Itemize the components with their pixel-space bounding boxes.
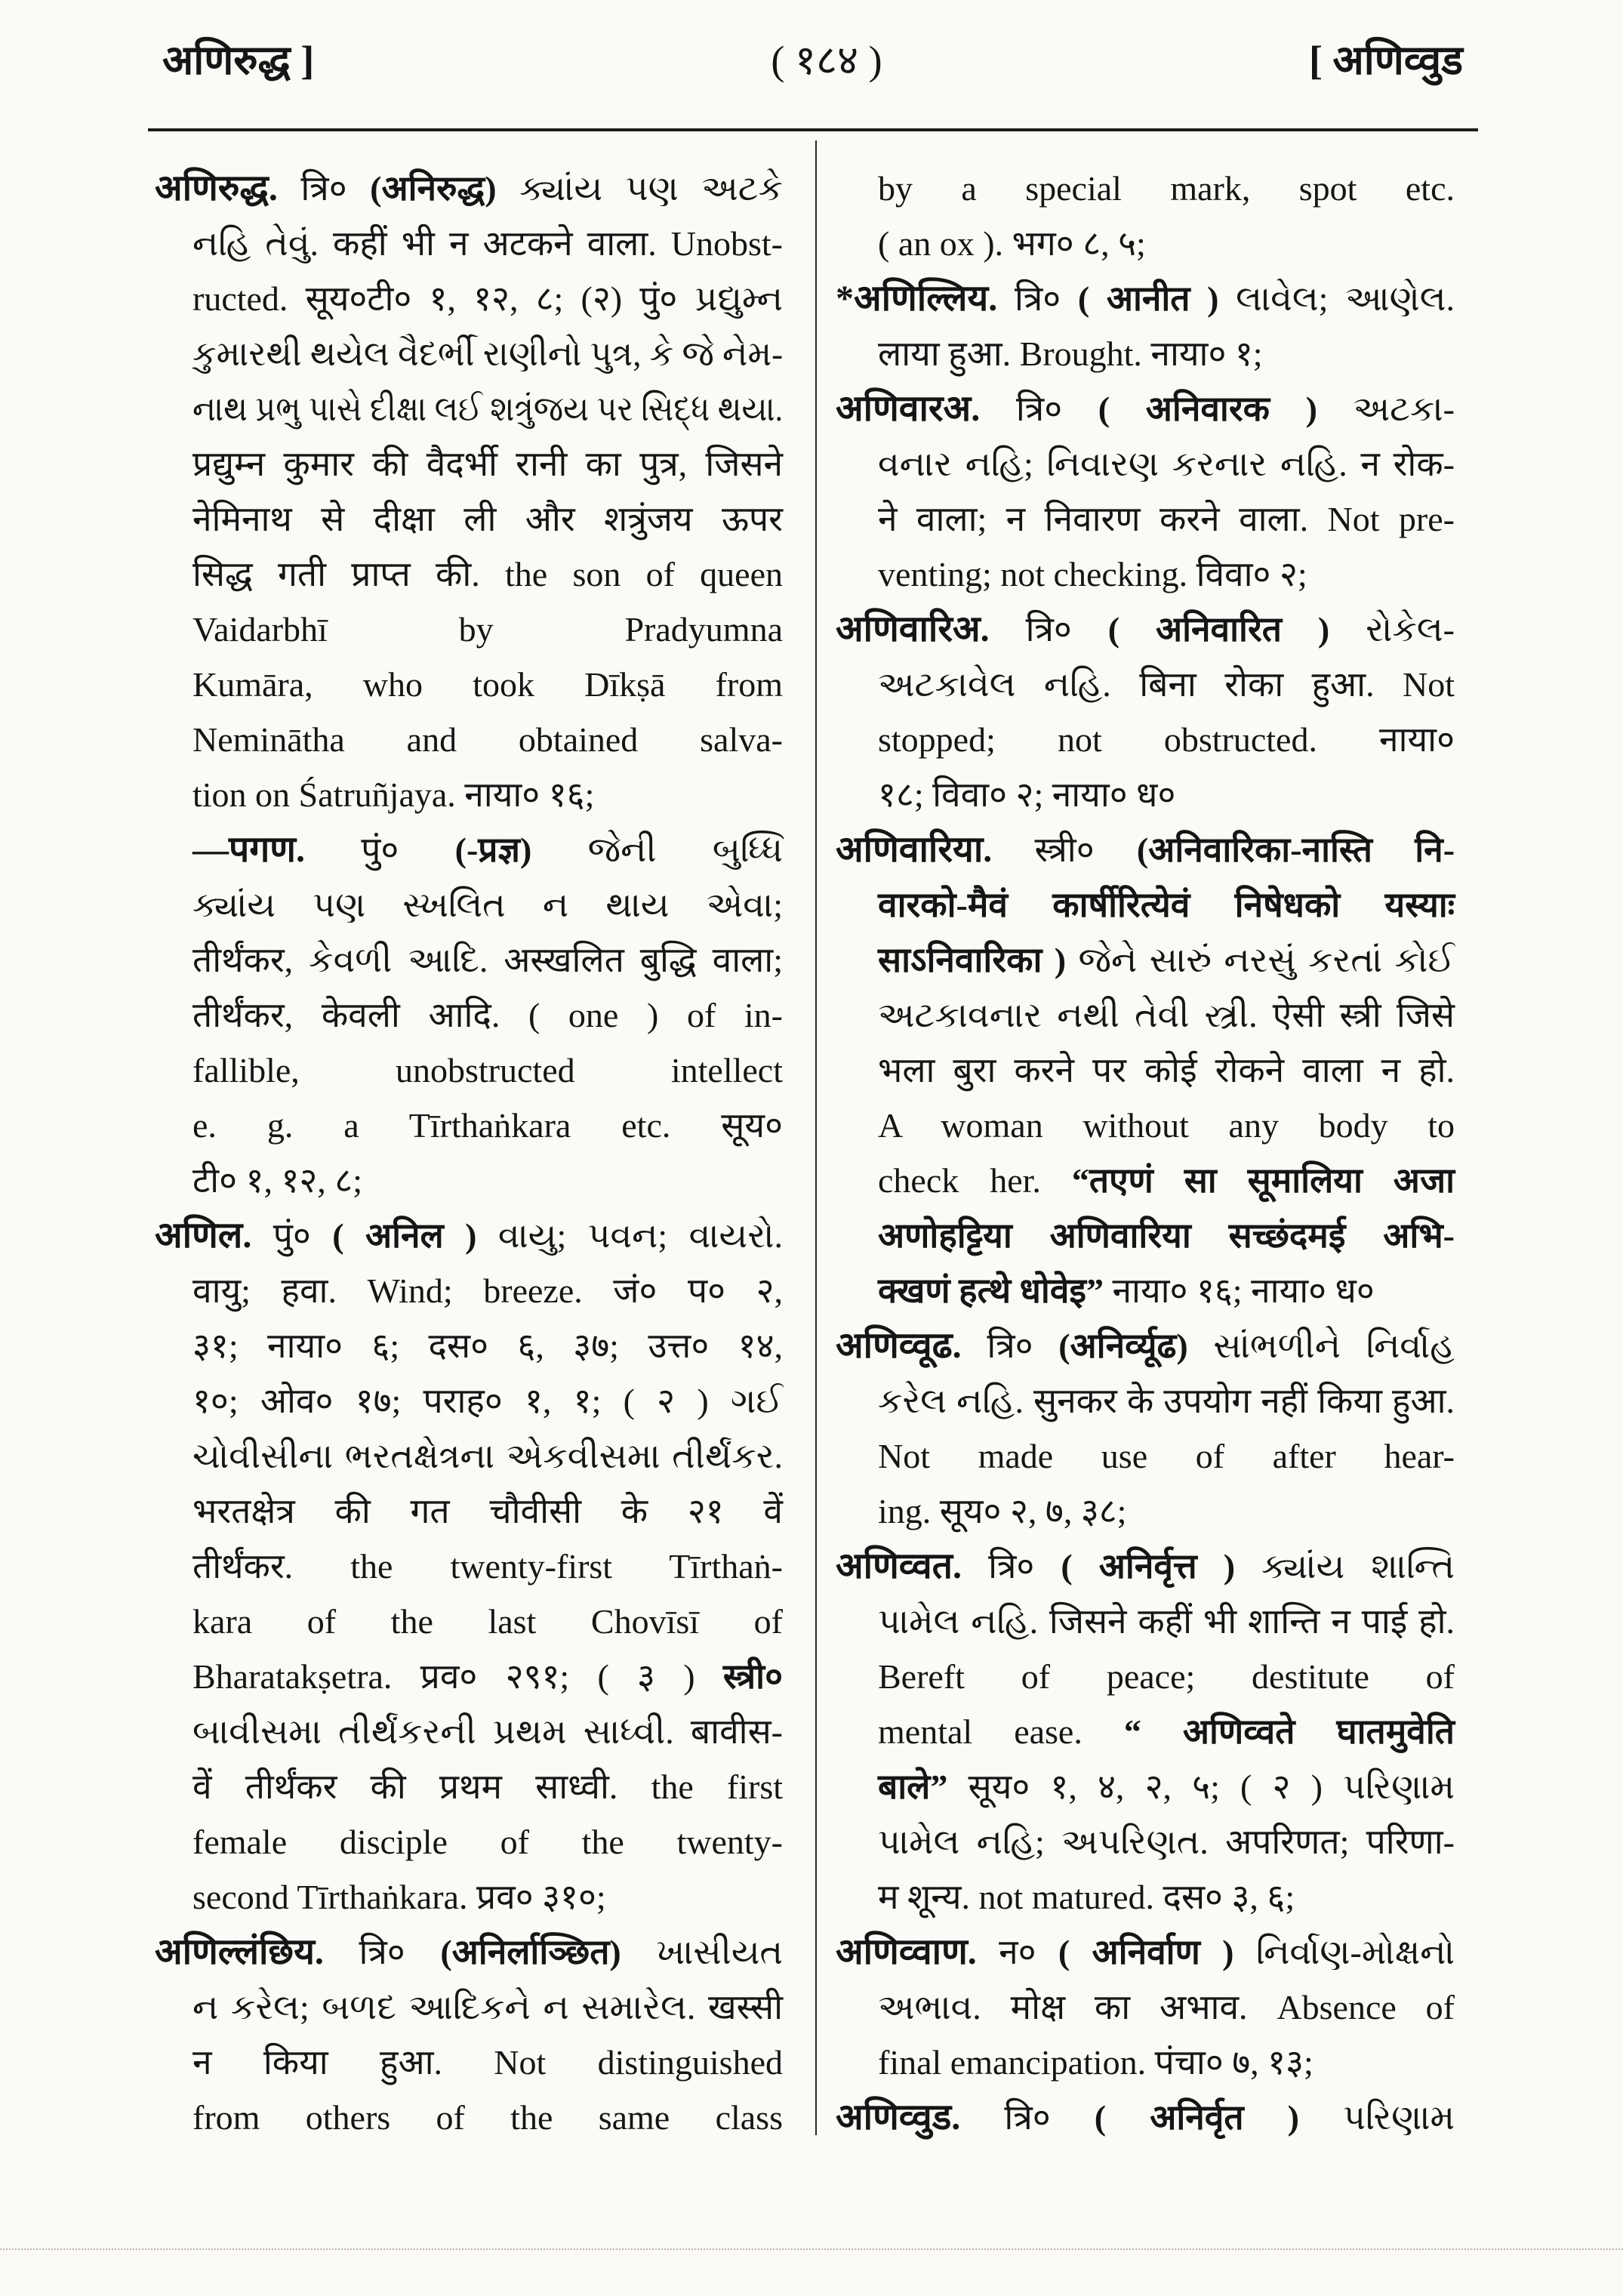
line-text: check her. [878,1161,1072,1200]
text-line [833,1649,1455,1704]
line-text: ( an ox ). भग० ८, ५; [878,224,1146,263]
entry-line [155,161,783,216]
line-text: જેને સારું નરસું કરતાં કોઈ [1066,941,1455,979]
text-line [155,1428,783,1484]
headword: अणिव्वत. [836,1546,962,1586]
text-line [833,1263,1455,1318]
line-text: टी० १, १२, ८; [192,1161,362,1200]
entry-line [833,1925,1455,1980]
line-text: वायु; हवा. Wind; breeze. जं० प० २, [192,1271,783,1310]
line-text: અભાવ. मोक्ष का अभाव. Absence of [878,1988,1455,2026]
text-line [833,216,1455,271]
right-column [833,161,1455,2145]
line-text: भरतक्षेत्र की गत चौवीसी के २१ वें [192,1492,783,1530]
text-line [833,1043,1455,1098]
text-line [155,932,783,988]
line-text: तीर्थंकर, કેવળી આદિ. अस्खलित बुद्धि वाला; [192,941,783,979]
line-text: લાવેલ; આણેલ. [1218,279,1455,318]
line-text: ક્યાંય શાન્તિ [1235,1547,1455,1586]
line-text: तीर्थंकर, केवली आदि. ( one ) of in- [192,996,783,1034]
line-text: ( आनीत ) [1077,279,1219,318]
text-line [155,1759,783,1814]
headword: अणिल्लंछिय. [155,1932,324,1972]
line-text: पुं० [305,831,455,869]
line-text: Bharatakṣetra. प्रव० २९१; ( ३ ) [192,1657,723,1696]
line-text: નહિ તેવું. कहीं भी न अटकने वाला. Unobst- [192,224,783,263]
line-text: venting; not checking. विवा० २; [878,555,1307,593]
text-line [155,1318,783,1373]
text-line [833,1428,1455,1484]
header-rule [148,128,1478,131]
line-text: त्रि० [961,1327,1059,1365]
text-line [155,657,783,712]
line-text: (अनिर्लाञ्छित) [440,1933,621,1971]
running-head-first-word: अणिरुद्ध ] [162,38,315,83]
headword: अणिव्वूढ. [836,1326,962,1366]
text-line [833,547,1455,602]
line-text: साऽनिवारिका ) [878,941,1067,979]
entry-line [833,602,1455,657]
line-text: वें तीर्थंकर की प्रथम साध्वी. the first [192,1767,783,1806]
line-text: mental ease. [878,1712,1124,1751]
line-text: kara of the last Chovīsī of [192,1602,783,1641]
text-line [155,767,783,822]
text-line [833,767,1455,822]
line-text: भला बुरा करने पर कोई रोकने वाला न हो. [878,1051,1455,1089]
line-text: વાયુ; પવન; વાયરો. [476,1216,783,1255]
line-text: Vaidarbhī by Pradyumna [192,610,783,649]
line-text: બાવીસમા તીર્થંકરની પ્રથમ સાધ્વી. बावीस- [192,1712,783,1751]
text-line [155,492,783,547]
text-line [833,1594,1455,1649]
entry-line [155,1208,783,1263]
line-text: वारको-मैवं कार्षीरित्येवं निषेधको यस्याः [878,886,1455,924]
text-line [155,1649,783,1704]
entry-line [833,1318,1455,1373]
line-text: અટકા- [1317,390,1455,428]
line-text: ३१; नाया० ६; दस० ६, ३७; उत्त० १४, [192,1327,783,1365]
line-text: १८; विवा० २; नाया० ध० [878,775,1176,814]
line-text: “तएणं सा सूमालिया अजा [1071,1161,1455,1200]
line-text: નાથ પ્રભુ પાસે દીક્ષા લઈ શત્રુંજય પર સિદ્ધ થયા. [192,390,783,428]
line-text: from others of the same class [192,2098,783,2137]
headword: अणिल. [155,1216,252,1256]
entry-line [155,1925,783,1980]
line-text: ( अनिवारित ) [1107,610,1330,649]
line-text: (अनिर्व्यूढ) [1058,1327,1188,1365]
line-text: स्त्री० [722,1657,783,1696]
line-text: પામેલ નહિ. जिसने कहीं भी शान्ति न पाई हो. [878,1602,1455,1641]
line-text: न० [976,1933,1058,1971]
line-text: न किया हुआ. Not distinguished [192,2043,783,2082]
text-line [155,1373,783,1428]
column-divider [815,140,817,2135]
text-line [155,1980,783,2035]
line-text: नेमिनाथ से दीक्षा ली और शत्रुंजय ऊपर [192,500,783,538]
headword: अणिव्वाण. [836,1932,977,1972]
line-text: અટકાવનાર નથી તેવી સ્ત્રી. ऐसी स्त्री जिसे [878,996,1455,1034]
headword: *अणिल्लिय. [836,279,998,319]
text-line [833,2035,1455,2090]
line-text: fallible, unobstructed intellect [192,1051,783,1089]
text-line [155,1484,783,1539]
text-line [155,1539,783,1594]
line-text: ખાસીયત [621,1933,783,1971]
text-line [833,1704,1455,1759]
headword: —पगण. [192,830,305,870]
text-line [833,492,1455,547]
line-text: ( अनिवारक ) [1098,390,1317,428]
text-line [155,1869,783,1925]
line-text: Bereft of peace; destitute of [878,1657,1455,1696]
line-text: ક્યાંય પણ અટકે [496,169,784,208]
line-text: ructed. सूय०टी० १, १२, ८; (२) पुं० પ્રદ્યુમ્ન [192,279,783,318]
line-text: પરિણામ [1299,2098,1455,2137]
text-line [155,2035,783,2090]
line-text: त्रि० [997,279,1078,318]
line-text: (अनिवारिका-नास्ति नि- [1136,831,1455,869]
line-text: tion on Śatruñjaya. नाया० १६; [192,775,595,814]
line-text: કરેલ નહિ. सुनकर के उपयोग नहीं किया हुआ. [878,1382,1455,1420]
line-text: female disciple of the twenty- [192,1823,783,1861]
line-text: ન કરેલ; બળદ આદિકને ન સમારેલ. खस्सी [192,1988,783,2026]
line-text: (अनिरुद्ध) [370,169,497,208]
line-text: “ अणिव्वते घातमुवेति [1123,1712,1455,1751]
line-text: રોકેલ- [1329,610,1455,649]
text-line [155,326,783,381]
line-text: જેની બુધ્ધિ [531,831,783,869]
line-text: त्रि० [962,1547,1061,1586]
line-text: (-प्रज्ञ) [454,831,532,869]
text-line [155,271,783,326]
line-text: સાંભળીને નિર્વાહ [1187,1327,1455,1365]
line-text: Not made use of after hear- [878,1437,1455,1475]
line-text: final emancipation. पंचा० ७, १३; [878,2043,1313,2082]
line-text: ने वाला; न निवारण करने वाला. Not pre- [878,500,1455,538]
line-text: ( अनिर्वाण ) [1058,1933,1234,1971]
text-line [833,988,1455,1043]
text-line [833,932,1455,988]
line-text: नाया० १६; नाया० ध० [1104,1271,1375,1310]
text-line [833,161,1455,216]
headword: अणिरुद्ध. [155,168,278,208]
line-text: વનાર નહિ; નિવારણ કરનાર નહિ. न रोक- [878,445,1455,483]
line-text: पुं० [251,1216,333,1255]
line-text: નિર્વાણ-મોક્ષનો [1233,1933,1455,1971]
text-line [833,1869,1455,1925]
text-line [155,436,783,492]
line-text: કુમારથી થયેલ વૈદર્ભી રાણીનો પુત્ર, કે જે નેમ- [192,334,783,373]
entry-line [833,1539,1455,1594]
line-text: सूय० १, ४, २, ५; ( २ ) પરિણામ [947,1767,1455,1806]
text-line [155,1594,783,1649]
text-line [833,1484,1455,1539]
line-text: म शून्य. not matured. दस० ३, ६; [878,1878,1295,1916]
line-text: स्त्री० [992,831,1137,869]
text-line [155,1098,783,1153]
line-text: e. g. a Tīrthaṅkara etc. सूय० [192,1106,783,1145]
line-text: ચોવીસીના ભરતક્ષેત્રના એકવીસમા તીર્થંકર. [192,1437,783,1475]
text-line [155,216,783,271]
line-text: અટકાવેલ નહિ. बिना रोका हुआ. Not [878,665,1455,704]
text-line [833,1098,1455,1153]
text-line [155,1043,783,1098]
text-line [833,1153,1455,1208]
entry-line [833,381,1455,436]
line-text: बाले” [878,1767,948,1806]
text-line [155,2090,783,2145]
text-line [155,1704,783,1759]
line-text: ક્યાંય પણ સ્ખલિત ન થાય એવા; [192,886,783,924]
text-line [833,326,1455,381]
text-line [833,1208,1455,1263]
line-text: Kumāra, who took Dīkṣā from [192,665,783,704]
headword: अणिव्वुड. [836,2097,961,2137]
text-line [155,988,783,1043]
headword: अणिवारिया. [836,830,993,870]
line-text: प्रद्युम्न कुमार की वैदर्भी रानी का पुत्र, जिसने [192,445,783,483]
text-line [833,1373,1455,1428]
line-text: लाया हुआ. Brought. नाया० १; [878,334,1263,373]
line-text: अणोहट्टिया अणिवारिया सच्छंदमई अभि- [878,1216,1455,1255]
text-line [155,1814,783,1869]
line-text: second Tīrthaṅkara. प्रव० ३१०; [192,1878,606,1916]
text-line [155,602,783,657]
line-text: ( अनिर्वृत ) [1094,2098,1299,2137]
line-text: त्रि० [989,610,1108,649]
text-line [833,1980,1455,2035]
text-line [155,381,783,436]
subentry-line [155,822,783,877]
line-text: क्खणं हत्थे धोवेइ” [878,1271,1104,1310]
line-text: ( अनिर्वृत्त ) [1061,1547,1236,1586]
text-line [833,436,1455,492]
line-text: ing. सूय० २, ७, ३८; [878,1492,1127,1530]
line-text: stopped; not obstructed. नाया० [878,720,1455,759]
line-text: त्रि० [960,2098,1095,2137]
text-line [155,712,783,767]
text-line [833,877,1455,932]
line-text: त्रि० [980,390,1098,428]
text-line [155,1263,783,1318]
text-line [155,547,783,602]
line-text: Neminātha and obtained salva- [192,720,783,759]
line-text: १०; ओव० १७; पराह० १, १; ( २ ) ગઈ [192,1382,783,1420]
line-text: A woman without any body to [878,1106,1455,1145]
text-line [833,712,1455,767]
line-text: त्रि० [277,169,371,208]
running-head-last-word: [ अणिव्वुड [1309,38,1463,83]
page-number: ( १८४ ) [771,38,882,83]
line-text: सिद्ध गती प्राप्त की. the son of queen [192,555,783,593]
headword: अणिवारअ. [836,389,981,429]
scan-edge [0,2248,1623,2250]
text-line [833,1814,1455,1869]
text-line [155,1153,783,1208]
entry-line [833,271,1455,326]
entry-line [833,822,1455,877]
line-text: by a special mark, spot etc. [878,169,1455,208]
text-line [155,877,783,932]
left-column [155,161,783,2145]
line-text: तीर्थंकर. the twenty-first Tīrthaṅ- [192,1547,783,1586]
line-text: ( अनिल ) [332,1216,477,1255]
headword: अणिवारिअ. [836,609,990,649]
text-line [833,1759,1455,1814]
line-text: त्रि० [323,1933,441,1971]
line-text: પામેલ નહિ; અપરિણત. अपरिणत; परिणा- [878,1823,1455,1861]
text-line [833,657,1455,712]
entry-line [833,2090,1455,2145]
